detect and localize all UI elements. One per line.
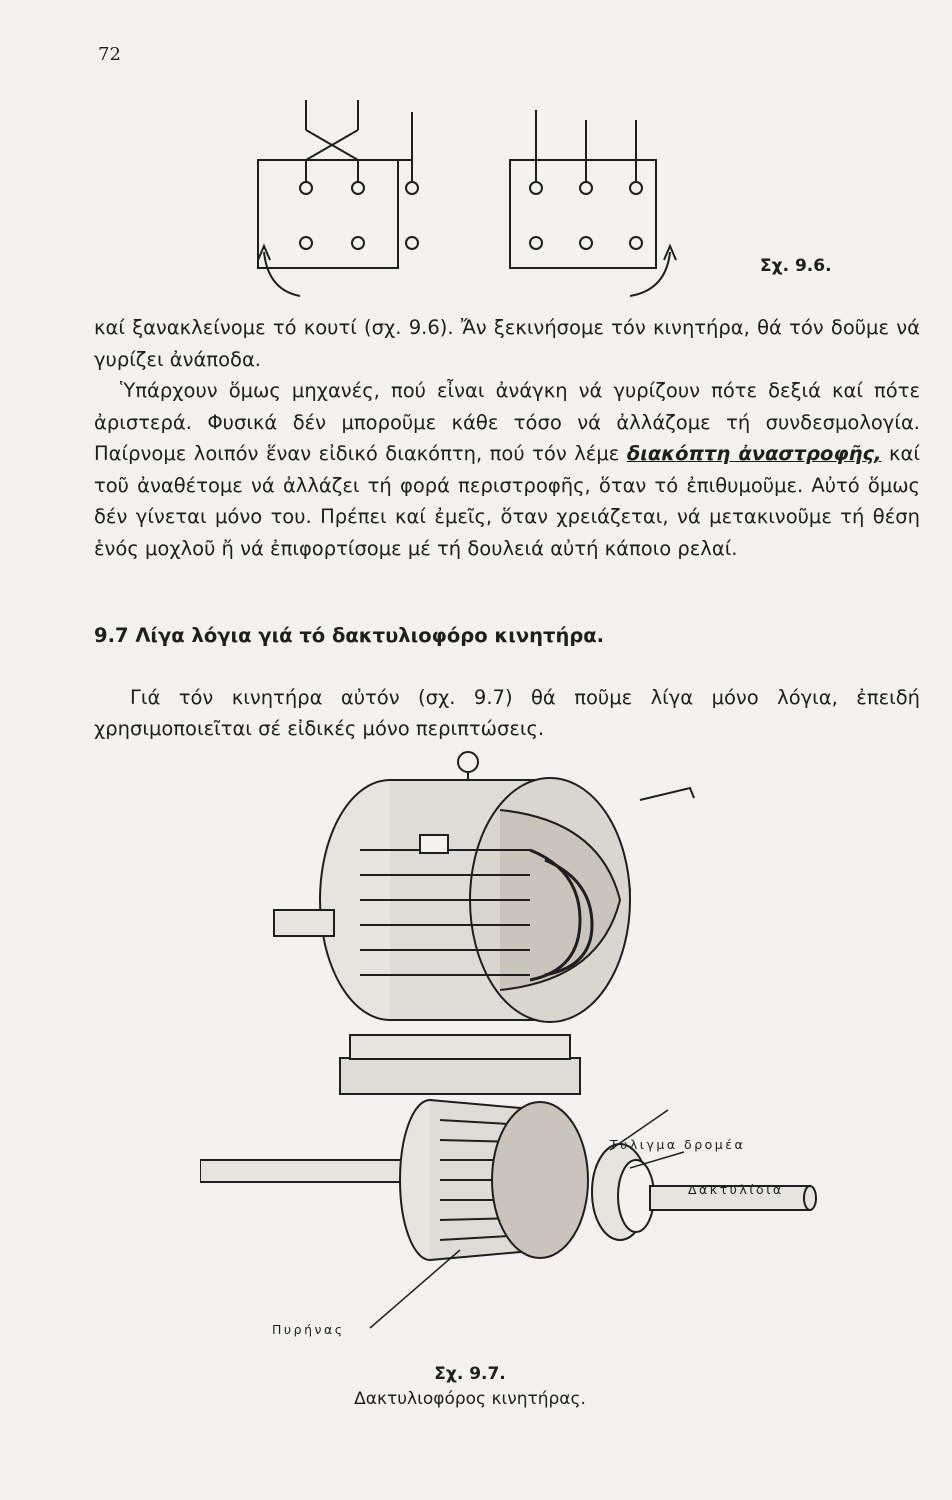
paragraph-2-end: καί τοῦ ἀναθέτομε νά ἀλλάζει τή φορά περιστροφῆς, ὅταν τό ἐπιθυμοῦμε. Αὐτό ὅμως δέν γίνεται μόνο του. Πρέπει καί ἐμεῖς, ὅταν χρειάζεται, νά μετακινοῦμε τή θέση ἑνός μοχλοῦ ἤ νά ἐπιφορτίσομε μέ τή δουλειά αὐτή κάποιο ρελαί.: [94, 442, 920, 560]
label-slip-rings: Δακτυλίδια: [688, 1182, 784, 1197]
figure-9-6-caption: Σχ. 9.6.: [760, 256, 832, 276]
paragraph-2-start: Ὑπάρχουν ὅμως μηχανές, πού εἶναι ἀνάγκη νά γυρίζουν πότε δεξιά καί πότε ἀριστερά. Φυσικά δέν μποροῦμε κάθε τόσο νά ἀλλάζομε τή συνδεσμολογία. Παίρνομε λοιπόν ἕναν εἰδικό διακόπτη, πού τόν λέμε: [94, 379, 920, 465]
section-heading: 9.7 Λίγα λόγια γιά τό δακτυλιοφόρο κινητήρα.: [94, 624, 605, 647]
figure-9-7-caption: [300, 1362, 640, 1412]
figure-9-7-number: Σχ. 9.7.: [434, 1364, 506, 1384]
body-text: [94, 312, 920, 564]
terminal-box-left: [258, 160, 398, 268]
rotor: [200, 1100, 816, 1260]
figure-9-7-title: Δακτυλιοφόρος κινητήρας.: [354, 1389, 586, 1409]
terminal-box-right: [510, 160, 656, 268]
section-intro: [94, 682, 920, 744]
figure-9-7-slip-ring-motor: [200, 740, 820, 1360]
figure-9-6-terminal-boxes: [240, 100, 680, 310]
label-core: Πυρήνας: [272, 1322, 345, 1337]
label-rotor-winding: Τύλιγμα δρομέα: [610, 1137, 746, 1152]
section-intro-paragraph: Γιά τόν κινητήρα αὐτόν (σχ. 9.7) θά ποῦμε λίγα μόνο λόγια, ἐπειδή χρησιμοποιεῖται σέ εἰδικές μόνο περιπτώσεις.: [94, 686, 920, 740]
page-number: 72: [98, 44, 121, 65]
term-reversing-switch: διακόπτη ἀναστροφῆς,: [626, 442, 882, 465]
paragraph-2: [94, 375, 920, 564]
motor-housing: [274, 752, 694, 1094]
paragraph-1: καί ξανακλείνομε τό κουτί (σχ. 9.6). Ἄν ξεκινήσομε τόν κινητήρα, θά τόν δοῦμε νά γυρίζει ἀνάποδα.: [94, 316, 920, 371]
